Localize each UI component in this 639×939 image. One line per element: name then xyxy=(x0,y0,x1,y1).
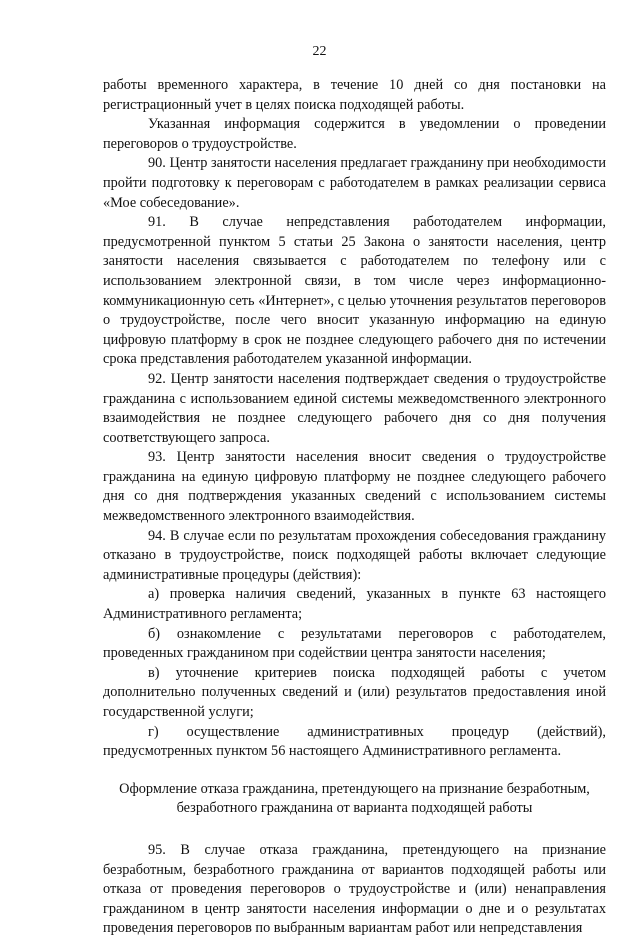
paragraph-info: Указанная информация содержится в уведомлении о проведении переговоров о трудоустройстве. xyxy=(103,116,606,152)
document-body xyxy=(103,76,606,939)
list-item-g: г) осуществление административных процедур (действий), предусмотренных пунктом 56 настоящего Административного регламента. xyxy=(103,723,606,760)
paragraph-93: 93. Центр занятости населения вносит сведения о трудоустройстве гражданина на единую цифровую платформу не позднее следующего рабочего дня со дня подтверждения указанных сведений с использованием системы межведомственного электронного взаимодействия. xyxy=(103,449,606,525)
paragraph-95: 95. В случае отказа гражданина, претендующего на признание безработным, безработного гражданина от вариантов подходящей работы или отказа от проведения переговоров о трудоустройстве и (или) ненаправления гражданином в центр занятости населения информации о дне и о результатах проведения переговоров по выбранным вариантам работ или непредставления xyxy=(103,841,606,937)
list-item-b: б) ознакомление с результатами переговоров с работодателем, проведенных гражданином при содействии центра занятости населения; xyxy=(103,625,606,662)
list-item-v: в) уточнение критериев поиска подходящей работы с учетом дополнительно полученных сведений и (или) результатов предоставления иной государственной услуги; xyxy=(103,664,606,720)
list-item-a: а) проверка наличия сведений, указанных в пункте 63 настоящего Административного регламента; xyxy=(103,586,606,623)
paragraph-90: 90. Центр занятости населения предлагает гражданину при необходимости пройти подготовку к переговорам с работодателем в рамках реализации сервиса «Мое собеседование». xyxy=(103,155,606,211)
paragraph-94: 94. В случае если по результатам прохождения собеседования гражданину отказано в трудоустройстве, поиск подходящей работы включает следующие административные процедуры (действия): xyxy=(103,527,606,583)
page-number: 22 xyxy=(312,44,327,59)
section-heading: Оформление отказа гражданина, претендующего на признание безработным, безработного гражданина от варианта подходящей работы xyxy=(119,780,590,817)
paragraph-92: 92. Центр занятости населения подтверждает сведения о трудоустройстве гражданина с использованием единой системы межведомственного электронного взаимодействия не позднее следующего рабочего дня со дня получения соответствующего запроса. xyxy=(103,370,606,446)
paragraph-91: 91. В случае непредставления работодателем информации, предусмотренной пунктом 5 статьи 25 Закона о занятости населения, центр занятости населения связывается с работодателем по телефону или с использованием электронной связи, в том числе через информационно-коммуникационную сеть «Интернет», с целью уточнения результатов переговоров о трудоустройстве, после чего вносит указанную информацию на единую цифровую платформу в срок не позднее следующего рабочего дня по истечении срока представления работодателем указанной информации. xyxy=(103,214,606,368)
paragraph-continuation: работы временного характера, в течение 10 дней со дня постановки на регистрационный учет в целях поиска подходящей работы. xyxy=(103,77,606,113)
